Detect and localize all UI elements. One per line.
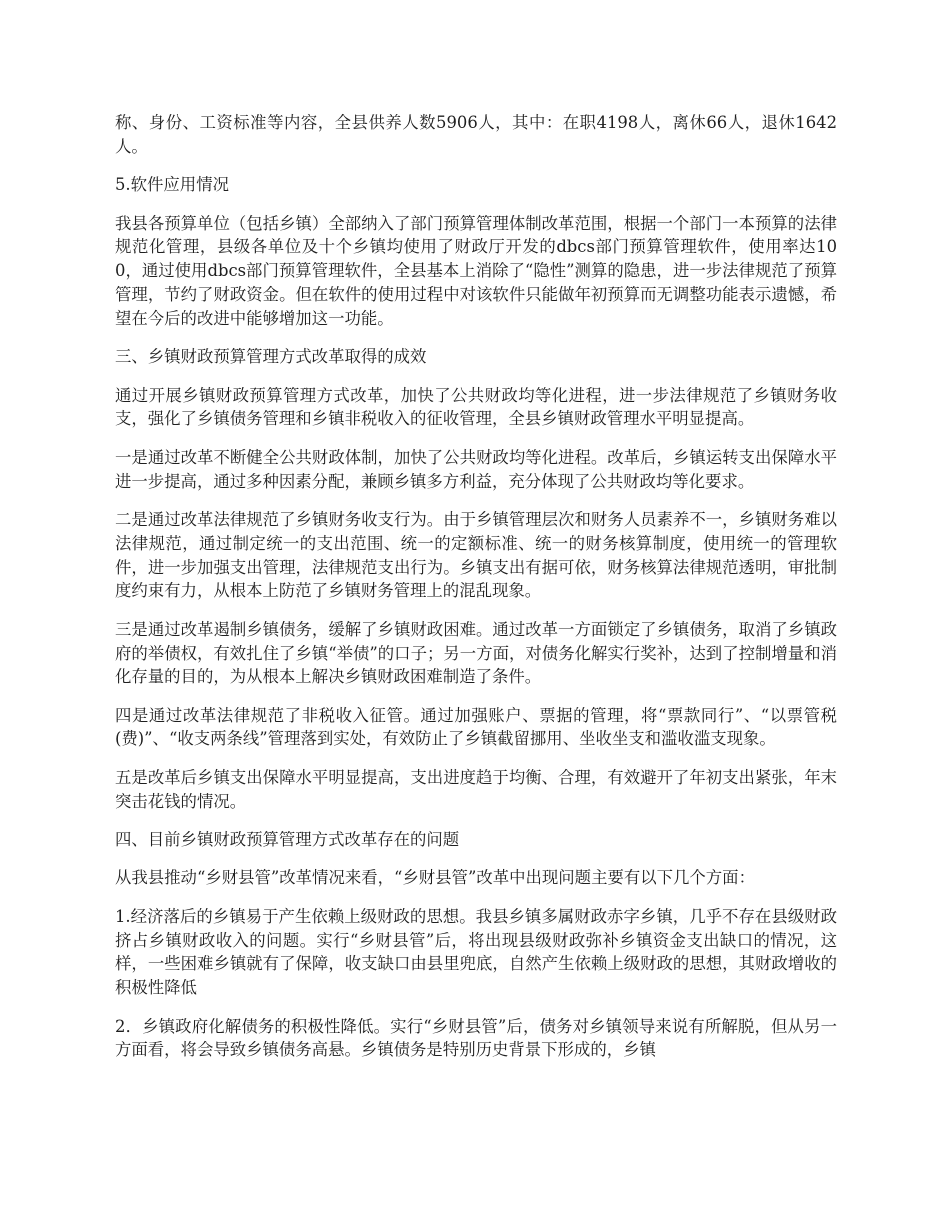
paragraph-achievement-5: 五是改革后乡镇支出保障水平明显提高，支出进度趋于均衡、合理，有效避开了年初支出紧张，年末突击花钱的情况。 (115, 767, 837, 811)
paragraph-achievement-3: 三是通过改革遏制乡镇债务，缓解了乡镇财政困难。通过改革一方面锁定了乡镇债务，取消了乡镇政府的举债权，有效扎住了乡镇“举债”的口子；另一方面，对债务化解实行奖补，达到了控制增量和消化存量的目的，为从根本上解决乡镇财政困难制造了条件。 (115, 619, 837, 687)
paragraph-problem-1: 1.经济落后的乡镇易于产生依赖上级财政的思想。我县乡镇多属财政赤字乡镇，几乎不存在县级财政挤占乡镇财政收入的问题。实行“乡财县管”后，将出现县级财政弥补乡镇资金支出缺口的情况，这样，一些困难乡镇就有了保障，收支缺口由县里兜底，自然产生依赖上级财政的思想，其财政增收的积极性降低 (115, 906, 837, 998)
section-heading-achievements: 三、乡镇财政预算管理方式改革取得的成效 (115, 347, 427, 367)
heading-software-usage: 5.软件应用情况 (115, 175, 229, 195)
paragraph-problem-2: 2．乡镇政府化解债务的积极性降低。实行“乡财县管”后，债务对乡镇领导来说有所解脱，但从另一方面看，将会导致乡镇债务高悬。乡镇债务是特别历史背景下形成的，乡镇 (115, 1016, 837, 1060)
paragraph-achievement-2: 二是通过改革法律规范了乡镇财务收支行为。由于乡镇管理层次和财务人员素养不一，乡镇财务难以法律规范，通过制定统一的支出范围、统一的定额标准、统一的财务核算制度，使用统一的管理软件，进一步加强支出管理，法律规范支出行为。乡镇支出有据可依，财务核算法律规范透明，审批制度约束有力，从根本上防范了乡镇财务管理上的混乱现象。 (115, 509, 837, 601)
paragraph-achievement-1: 一是通过改革不断健全公共财政体制，加快了公共财政均等化进程。改革后，乡镇运转支出保障水平进一步提高，通过多种因素分配，兼顾乡镇多方利益，充分体现了公共财政均等化要求。 (115, 447, 837, 491)
paragraph-staff-count: 称、身份、工资标准等内容，全县供养人数5906人，其中：在职4198人，离休66人，退休1642人。 (115, 113, 837, 156)
paragraph-achievements-intro: 通过开展乡镇财政预算管理方式改革，加快了公共财政均等化进程，进一步法律规范了乡镇财务收支，强化了乡镇债务管理和乡镇非税收入的征收管理，全县乡镇财政管理水平明显提高。 (115, 385, 837, 429)
paragraph-problems-intro: 从我县推动“乡财县管”改革情况来看，“乡财县管”改革中出现问题主要有以下几个方面： (115, 868, 755, 888)
section-heading-problems: 四、目前乡镇财政预算管理方式改革存在的问题 (115, 830, 460, 850)
paragraph-software-usage: 我县各预算单位（包括乡镇）全部纳入了部门预算管理体制改革范围，根据一个部门一本预算的法律规范化管理，县级各单位及十个乡镇均使用了财政厅开发的dbcs部门预算管理软件，使用率达100，通过使用dbcs部门预算管理软件，全县基本上消除了“隐性”测算的隐患，进一步法律规范了预算管理，节约了财政资金。但在软件的使用过程中对该软件只能做年初预算而无调整功能表示遗憾，希望在今后的改进中能够增加这一功能。 (115, 213, 837, 328)
paragraph-achievement-4: 四是通过改革法律规范了非税收入征管。通过加强账户、票据的管理，将“票款同行”、“以票管税(费)”、“收支两条线”管理落到实处，有效防止了乡镇截留挪用、坐收坐支和滥收滥支现象。 (115, 705, 837, 749)
document-body (115, 111, 837, 1077)
